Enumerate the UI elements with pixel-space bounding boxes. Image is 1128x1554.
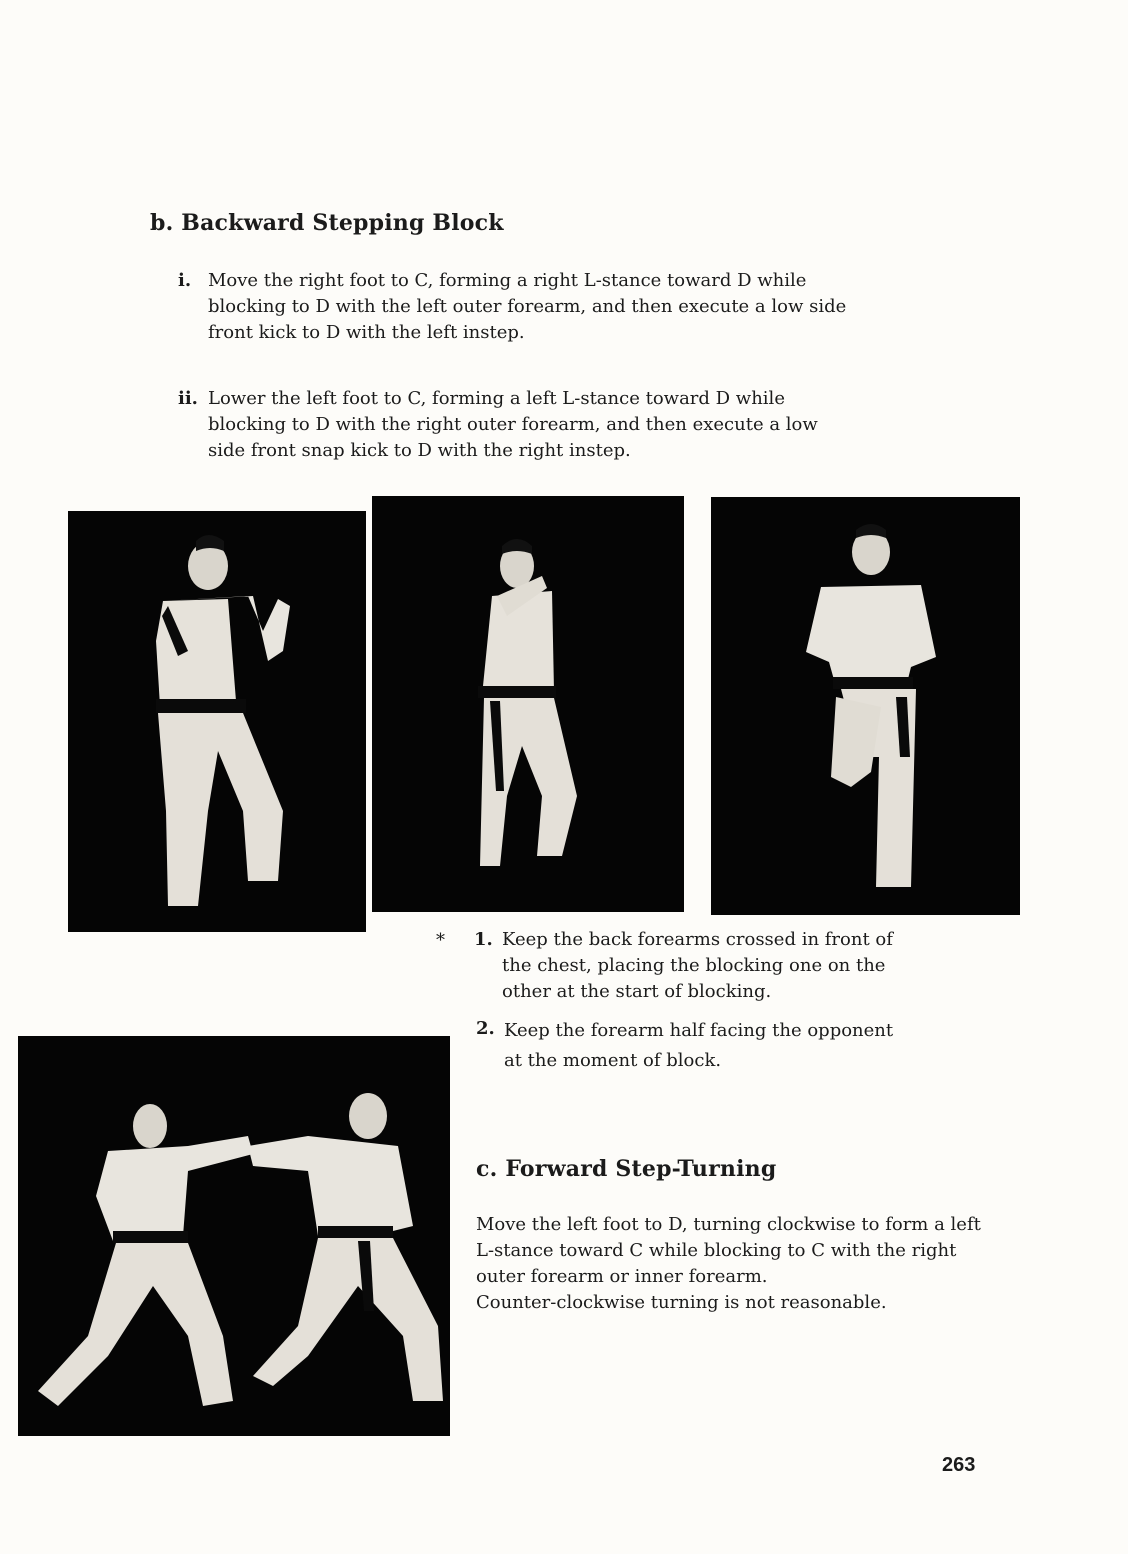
step-ii-line-3: side front snap kick to D with the right instep. (208, 440, 631, 461)
figure-silhouette-1 (68, 511, 366, 932)
figure-silhouette-3 (711, 497, 1020, 915)
step-ii-line-1: Lower the left foot to C, forming a left L-stance toward D while (208, 388, 785, 409)
photo-low-kick (711, 497, 1020, 915)
photo-two-person-block (18, 1036, 450, 1436)
section-c-line-2: L-stance toward C while blocking to C with the right (476, 1240, 957, 1261)
photo-stance-guard (68, 511, 366, 932)
note-2-line-2: at the moment of block. (504, 1050, 722, 1071)
figure-silhouette-2 (372, 496, 684, 912)
step-i-line-1: Move the right foot to C, forming a right L-stance toward D while (208, 270, 807, 291)
section-c-heading: c. Forward Step-Turning (476, 1156, 777, 1182)
section-c-paragraph (476, 1212, 1076, 1316)
note-1-line-3: other at the start of blocking. (502, 981, 772, 1002)
step-ii-line-2: blocking to D with the right outer forearm, and then execute a low (208, 414, 818, 435)
note-1-number: 1. (474, 929, 493, 950)
page-number: 263 (942, 1454, 976, 1476)
section-c-line-3: outer forearm or inner forearm. (476, 1266, 768, 1287)
figure-silhouette-4 (18, 1036, 450, 1436)
step-i-number: i. (178, 270, 192, 291)
notes-marker: * (436, 930, 445, 951)
step-i-line-3: front kick to D with the left instep. (208, 322, 525, 343)
note-2-line-1: Keep the forearm half facing the opponent (504, 1020, 894, 1041)
note-1-line-2: the chest, placing the blocking one on the (502, 955, 886, 976)
section-c-line-4: Counter-clockwise turning is not reasonable. (476, 1292, 887, 1313)
section-c-line-1: Move the left foot to D, turning clockwise to form a left (476, 1214, 981, 1235)
photo-blocking (372, 496, 684, 912)
note-1-line-1: Keep the back forearms crossed in front of (502, 929, 893, 950)
note-2 (476, 1016, 976, 1076)
step-ii-number: ii. (178, 388, 198, 409)
note-2-number: 2. (476, 1018, 495, 1039)
section-b-heading: b. Backward Stepping Block (150, 210, 504, 236)
note-1 (474, 927, 974, 1005)
step-i-line-2: blocking to D with the left outer forearm, and then execute a low side (208, 296, 847, 317)
step-i (178, 268, 938, 346)
step-ii (178, 386, 938, 464)
